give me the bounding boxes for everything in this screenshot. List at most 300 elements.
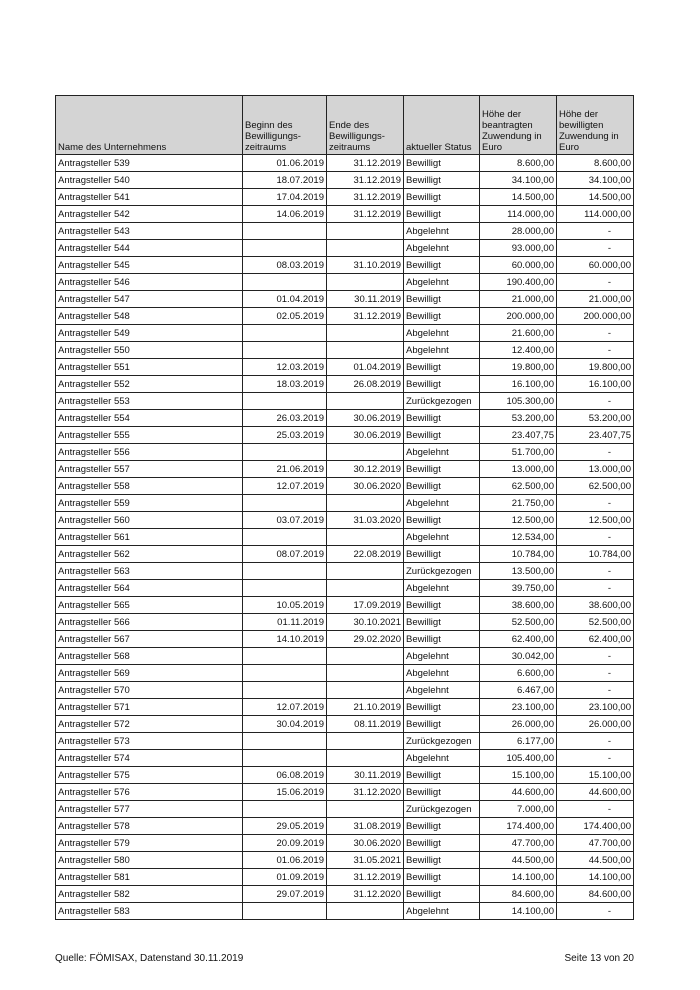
table-row <box>56 648 634 665</box>
table-row <box>56 801 634 818</box>
cell-period-end: 30.06.2020 <box>327 835 404 852</box>
cell-requested-amount: 38.600,00 <box>480 597 557 614</box>
cell-requested-amount: 8.600,00 <box>480 155 557 172</box>
table-row <box>56 784 634 801</box>
cell-company-name: Antragsteller 575 <box>56 767 243 784</box>
cell-requested-amount: 21.600,00 <box>480 325 557 342</box>
cell-period-end: 31.12.2019 <box>327 172 404 189</box>
cell-approved-amount: 60.000,00 <box>557 257 634 274</box>
cell-requested-amount: 53.200,00 <box>480 410 557 427</box>
cell-company-name: Antragsteller 571 <box>56 699 243 716</box>
cell-period-end: 31.03.2020 <box>327 512 404 529</box>
cell-requested-amount: 174.400,00 <box>480 818 557 835</box>
cell-status: Bewilligt <box>404 461 480 478</box>
cell-period-end: 31.08.2019 <box>327 818 404 835</box>
cell-status: Bewilligt <box>404 359 480 376</box>
cell-requested-amount: 13.000,00 <box>480 461 557 478</box>
cell-period-end <box>327 342 404 359</box>
cell-approved-amount: 200.000,00 <box>557 308 634 325</box>
cell-period-begin <box>243 274 327 291</box>
cell-requested-amount: 6.600,00 <box>480 665 557 682</box>
cell-requested-amount: 114.000,00 <box>480 206 557 223</box>
cell-period-begin <box>243 563 327 580</box>
cell-requested-amount: 23.407,75 <box>480 427 557 444</box>
cell-status: Abgelehnt <box>404 223 480 240</box>
cell-status: Abgelehnt <box>404 665 480 682</box>
cell-approved-amount: - <box>557 580 634 597</box>
table-row <box>56 410 634 427</box>
cell-approved-amount: 13.000,00 <box>557 461 634 478</box>
cell-status: Bewilligt <box>404 206 480 223</box>
cell-company-name: Antragsteller 545 <box>56 257 243 274</box>
cell-company-name: Antragsteller 554 <box>56 410 243 427</box>
cell-period-end <box>327 682 404 699</box>
cell-approved-amount: 84.600,00 <box>557 886 634 903</box>
cell-requested-amount: 62.400,00 <box>480 631 557 648</box>
cell-period-end: 30.11.2019 <box>327 767 404 784</box>
cell-period-end: 31.12.2020 <box>327 784 404 801</box>
table-row <box>56 631 634 648</box>
cell-period-begin: 10.05.2019 <box>243 597 327 614</box>
cell-company-name: Antragsteller 559 <box>56 495 243 512</box>
table-row <box>56 563 634 580</box>
cell-requested-amount: 15.100,00 <box>480 767 557 784</box>
cell-status: Bewilligt <box>404 818 480 835</box>
cell-requested-amount: 16.100,00 <box>480 376 557 393</box>
cell-period-end <box>327 223 404 240</box>
cell-period-end: 22.08.2019 <box>327 546 404 563</box>
cell-approved-amount: - <box>557 240 634 257</box>
table-row <box>56 376 634 393</box>
cell-company-name: Antragsteller 581 <box>56 869 243 886</box>
table-row <box>56 512 634 529</box>
cell-requested-amount: 44.600,00 <box>480 784 557 801</box>
cell-company-name: Antragsteller 572 <box>56 716 243 733</box>
cell-status: Bewilligt <box>404 835 480 852</box>
cell-requested-amount: 19.800,00 <box>480 359 557 376</box>
cell-period-begin: 12.07.2019 <box>243 699 327 716</box>
cell-approved-amount: 19.800,00 <box>557 359 634 376</box>
cell-company-name: Antragsteller 563 <box>56 563 243 580</box>
cell-period-begin <box>243 495 327 512</box>
cell-requested-amount: 6.467,00 <box>480 682 557 699</box>
source-note: Quelle: FÖMISAX, Datenstand 30.11.2019 <box>55 953 244 964</box>
cell-status: Bewilligt <box>404 767 480 784</box>
cell-period-begin: 06.08.2019 <box>243 767 327 784</box>
cell-period-end: 31.12.2020 <box>327 886 404 903</box>
cell-approved-amount: 62.400,00 <box>557 631 634 648</box>
cell-period-begin: 01.09.2019 <box>243 869 327 886</box>
cell-company-name: Antragsteller 552 <box>56 376 243 393</box>
cell-status: Bewilligt <box>404 716 480 733</box>
cell-requested-amount: 14.100,00 <box>480 903 557 920</box>
cell-company-name: Antragsteller 550 <box>56 342 243 359</box>
cell-period-end: 31.05.2021 <box>327 852 404 869</box>
cell-requested-amount: 14.500,00 <box>480 189 557 206</box>
cell-period-end <box>327 580 404 597</box>
cell-approved-amount: 15.100,00 <box>557 767 634 784</box>
table-row <box>56 359 634 376</box>
cell-period-begin <box>243 444 327 461</box>
cell-approved-amount: - <box>557 733 634 750</box>
cell-period-begin: 26.03.2019 <box>243 410 327 427</box>
cell-status: Abgelehnt <box>404 240 480 257</box>
cell-period-begin: 14.06.2019 <box>243 206 327 223</box>
cell-approved-amount: - <box>557 665 634 682</box>
cell-company-name: Antragsteller 542 <box>56 206 243 223</box>
cell-company-name: Antragsteller 580 <box>56 852 243 869</box>
table-row <box>56 529 634 546</box>
cell-approved-amount: - <box>557 529 634 546</box>
cell-period-begin <box>243 240 327 257</box>
table-row <box>56 274 634 291</box>
cell-period-end <box>327 393 404 410</box>
cell-period-end: 31.12.2019 <box>327 206 404 223</box>
table-row <box>56 393 634 410</box>
cell-requested-amount: 105.400,00 <box>480 750 557 767</box>
cell-status: Abgelehnt <box>404 342 480 359</box>
table-row <box>56 172 634 189</box>
cell-status: Abgelehnt <box>404 682 480 699</box>
table-row <box>56 869 634 886</box>
cell-company-name: Antragsteller 562 <box>56 546 243 563</box>
cell-status: Bewilligt <box>404 410 480 427</box>
cell-approved-amount: - <box>557 223 634 240</box>
cell-approved-amount: 44.600,00 <box>557 784 634 801</box>
cell-requested-amount: 23.100,00 <box>480 699 557 716</box>
table-row <box>56 291 634 308</box>
cell-period-end: 21.10.2019 <box>327 699 404 716</box>
cell-company-name: Antragsteller 582 <box>56 886 243 903</box>
cell-period-end: 31.12.2019 <box>327 189 404 206</box>
cell-period-end: 01.04.2019 <box>327 359 404 376</box>
cell-company-name: Antragsteller 551 <box>56 359 243 376</box>
cell-company-name: Antragsteller 567 <box>56 631 243 648</box>
cell-period-begin: 29.05.2019 <box>243 818 327 835</box>
cell-requested-amount: 6.177,00 <box>480 733 557 750</box>
cell-period-begin: 17.04.2019 <box>243 189 327 206</box>
cell-approved-amount: 114.000,00 <box>557 206 634 223</box>
cell-status: Abgelehnt <box>404 495 480 512</box>
cell-approved-amount: - <box>557 325 634 342</box>
cell-requested-amount: 51.700,00 <box>480 444 557 461</box>
cell-company-name: Antragsteller 546 <box>56 274 243 291</box>
cell-period-end <box>327 529 404 546</box>
cell-status: Bewilligt <box>404 427 480 444</box>
cell-approved-amount: 52.500,00 <box>557 614 634 631</box>
cell-status: Bewilligt <box>404 699 480 716</box>
table-row <box>56 189 634 206</box>
cell-approved-amount: - <box>557 495 634 512</box>
cell-period-begin <box>243 393 327 410</box>
cell-approved-amount: - <box>557 648 634 665</box>
table-row <box>56 546 634 563</box>
cell-approved-amount: 174.400,00 <box>557 818 634 835</box>
cell-period-begin <box>243 903 327 920</box>
table-row <box>56 206 634 223</box>
cell-company-name: Antragsteller 566 <box>56 614 243 631</box>
cell-requested-amount: 60.000,00 <box>480 257 557 274</box>
cell-requested-amount: 21.750,00 <box>480 495 557 512</box>
cell-approved-amount: - <box>557 750 634 767</box>
table-row <box>56 818 634 835</box>
table-body <box>56 155 634 920</box>
cell-approved-amount: 34.100,00 <box>557 172 634 189</box>
header-period-end: Ende des Bewilligungs-zeitraums <box>327 96 404 155</box>
table-row <box>56 614 634 631</box>
cell-period-end: 31.12.2019 <box>327 155 404 172</box>
cell-period-end: 31.12.2019 <box>327 869 404 886</box>
table-row <box>56 886 634 903</box>
cell-period-end <box>327 733 404 750</box>
table-row <box>56 257 634 274</box>
cell-status: Bewilligt <box>404 478 480 495</box>
cell-approved-amount: - <box>557 274 634 291</box>
table-row <box>56 223 634 240</box>
cell-requested-amount: 28.000,00 <box>480 223 557 240</box>
cell-period-end: 31.12.2019 <box>327 308 404 325</box>
cell-approved-amount: - <box>557 563 634 580</box>
cell-period-begin: 14.10.2019 <box>243 631 327 648</box>
cell-requested-amount: 12.400,00 <box>480 342 557 359</box>
cell-requested-amount: 47.700,00 <box>480 835 557 852</box>
cell-requested-amount: 12.534,00 <box>480 529 557 546</box>
cell-company-name: Antragsteller 555 <box>56 427 243 444</box>
cell-period-end: 08.11.2019 <box>327 716 404 733</box>
cell-period-end: 30.06.2020 <box>327 478 404 495</box>
table-row <box>56 580 634 597</box>
table-row <box>56 665 634 682</box>
cell-period-begin: 30.04.2019 <box>243 716 327 733</box>
cell-status: Bewilligt <box>404 376 480 393</box>
cell-period-end <box>327 495 404 512</box>
cell-status: Bewilligt <box>404 257 480 274</box>
cell-status: Zurückgezogen <box>404 733 480 750</box>
table-row <box>56 240 634 257</box>
cell-status: Bewilligt <box>404 886 480 903</box>
cell-approved-amount: 62.500,00 <box>557 478 634 495</box>
cell-period-begin: 25.03.2019 <box>243 427 327 444</box>
cell-period-begin <box>243 750 327 767</box>
cell-company-name: Antragsteller 565 <box>56 597 243 614</box>
cell-approved-amount: 8.600,00 <box>557 155 634 172</box>
cell-period-begin <box>243 580 327 597</box>
cell-period-end: 30.10.2021 <box>327 614 404 631</box>
cell-company-name: Antragsteller 574 <box>56 750 243 767</box>
cell-company-name: Antragsteller 576 <box>56 784 243 801</box>
table-row <box>56 478 634 495</box>
cell-period-begin: 15.06.2019 <box>243 784 327 801</box>
cell-period-begin: 08.07.2019 <box>243 546 327 563</box>
cell-status: Abgelehnt <box>404 750 480 767</box>
cell-approved-amount: - <box>557 342 634 359</box>
cell-company-name: Antragsteller 577 <box>56 801 243 818</box>
cell-period-end <box>327 665 404 682</box>
cell-period-begin: 20.09.2019 <box>243 835 327 852</box>
cell-period-end: 29.02.2020 <box>327 631 404 648</box>
cell-period-end <box>327 750 404 767</box>
table-row <box>56 903 634 920</box>
table-row <box>56 444 634 461</box>
cell-period-end: 30.06.2019 <box>327 427 404 444</box>
header-company-name: Name des Unternehmens <box>56 96 243 155</box>
cell-period-begin: 01.06.2019 <box>243 155 327 172</box>
cell-period-end: 30.12.2019 <box>327 461 404 478</box>
cell-approved-amount: 38.600,00 <box>557 597 634 614</box>
table-row <box>56 767 634 784</box>
page-number: Seite 13 von 20 <box>564 953 634 964</box>
cell-status: Bewilligt <box>404 852 480 869</box>
cell-company-name: Antragsteller 540 <box>56 172 243 189</box>
cell-approved-amount: 23.100,00 <box>557 699 634 716</box>
cell-requested-amount: 13.500,00 <box>480 563 557 580</box>
cell-status: Bewilligt <box>404 291 480 308</box>
cell-period-begin: 01.11.2019 <box>243 614 327 631</box>
cell-approved-amount: 47.700,00 <box>557 835 634 852</box>
cell-requested-amount: 34.100,00 <box>480 172 557 189</box>
cell-company-name: Antragsteller 573 <box>56 733 243 750</box>
table-row <box>56 461 634 478</box>
cell-period-begin <box>243 801 327 818</box>
cell-period-begin: 01.06.2019 <box>243 852 327 869</box>
cell-period-begin <box>243 529 327 546</box>
cell-company-name: Antragsteller 549 <box>56 325 243 342</box>
cell-status: Bewilligt <box>404 512 480 529</box>
table-row <box>56 852 634 869</box>
cell-approved-amount: - <box>557 801 634 818</box>
cell-period-end <box>327 801 404 818</box>
cell-period-end: 26.08.2019 <box>327 376 404 393</box>
cell-requested-amount: 26.000,00 <box>480 716 557 733</box>
table-row <box>56 682 634 699</box>
cell-status: Bewilligt <box>404 172 480 189</box>
cell-requested-amount: 84.600,00 <box>480 886 557 903</box>
cell-requested-amount: 12.500,00 <box>480 512 557 529</box>
table-row <box>56 699 634 716</box>
cell-period-end <box>327 325 404 342</box>
table-header-row <box>56 96 634 155</box>
cell-requested-amount: 10.784,00 <box>480 546 557 563</box>
cell-company-name: Antragsteller 583 <box>56 903 243 920</box>
cell-company-name: Antragsteller 548 <box>56 308 243 325</box>
cell-period-end <box>327 903 404 920</box>
cell-requested-amount: 93.000,00 <box>480 240 557 257</box>
cell-approved-amount: 14.500,00 <box>557 189 634 206</box>
cell-status: Abgelehnt <box>404 903 480 920</box>
cell-period-end: 17.09.2019 <box>327 597 404 614</box>
table-row <box>56 750 634 767</box>
cell-company-name: Antragsteller 556 <box>56 444 243 461</box>
cell-company-name: Antragsteller 553 <box>56 393 243 410</box>
header-requested-amount: Höhe der beantragten Zuwendung in Euro <box>480 96 557 155</box>
cell-period-end: 30.11.2019 <box>327 291 404 308</box>
cell-company-name: Antragsteller 578 <box>56 818 243 835</box>
table-row <box>56 325 634 342</box>
cell-company-name: Antragsteller 558 <box>56 478 243 495</box>
cell-company-name: Antragsteller 579 <box>56 835 243 852</box>
cell-requested-amount: 62.500,00 <box>480 478 557 495</box>
grants-table <box>55 95 634 920</box>
cell-period-begin: 18.07.2019 <box>243 172 327 189</box>
cell-company-name: Antragsteller 568 <box>56 648 243 665</box>
cell-period-begin: 08.03.2019 <box>243 257 327 274</box>
cell-status: Zurückgezogen <box>404 801 480 818</box>
header-status: aktueller Status <box>404 96 480 155</box>
cell-requested-amount: 52.500,00 <box>480 614 557 631</box>
table-row <box>56 308 634 325</box>
cell-period-begin <box>243 325 327 342</box>
cell-status: Bewilligt <box>404 597 480 614</box>
cell-period-begin <box>243 342 327 359</box>
cell-approved-amount: 14.100,00 <box>557 869 634 886</box>
cell-requested-amount: 44.500,00 <box>480 852 557 869</box>
cell-status: Zurückgezogen <box>404 393 480 410</box>
table-row <box>56 495 634 512</box>
cell-period-begin: 29.07.2019 <box>243 886 327 903</box>
cell-company-name: Antragsteller 560 <box>56 512 243 529</box>
cell-status: Abgelehnt <box>404 325 480 342</box>
cell-status: Abgelehnt <box>404 648 480 665</box>
cell-status: Bewilligt <box>404 784 480 801</box>
cell-status: Bewilligt <box>404 308 480 325</box>
cell-requested-amount: 200.000,00 <box>480 308 557 325</box>
cell-status: Bewilligt <box>404 614 480 631</box>
cell-status: Abgelehnt <box>404 529 480 546</box>
cell-period-begin: 18.03.2019 <box>243 376 327 393</box>
cell-requested-amount: 21.000,00 <box>480 291 557 308</box>
cell-period-begin <box>243 648 327 665</box>
cell-requested-amount: 30.042,00 <box>480 648 557 665</box>
table-row <box>56 597 634 614</box>
cell-period-end: 31.10.2019 <box>327 257 404 274</box>
cell-period-begin: 12.07.2019 <box>243 478 327 495</box>
cell-status: Bewilligt <box>404 155 480 172</box>
cell-approved-amount: 53.200,00 <box>557 410 634 427</box>
cell-approved-amount: 16.100,00 <box>557 376 634 393</box>
cell-period-begin <box>243 682 327 699</box>
cell-requested-amount: 39.750,00 <box>480 580 557 597</box>
header-period-begin: Beginn des Bewilligungs-zeitraums <box>243 96 327 155</box>
table-row <box>56 835 634 852</box>
cell-period-begin: 03.07.2019 <box>243 512 327 529</box>
cell-period-end: 30.06.2019 <box>327 410 404 427</box>
cell-company-name: Antragsteller 564 <box>56 580 243 597</box>
cell-status: Bewilligt <box>404 546 480 563</box>
table-row <box>56 427 634 444</box>
table-row <box>56 155 634 172</box>
cell-approved-amount: - <box>557 903 634 920</box>
table-row <box>56 733 634 750</box>
cell-requested-amount: 105.300,00 <box>480 393 557 410</box>
cell-period-begin <box>243 665 327 682</box>
cell-period-begin: 12.03.2019 <box>243 359 327 376</box>
cell-period-begin <box>243 733 327 750</box>
cell-requested-amount: 14.100,00 <box>480 869 557 886</box>
cell-company-name: Antragsteller 570 <box>56 682 243 699</box>
cell-status: Abgelehnt <box>404 444 480 461</box>
cell-approved-amount: 10.784,00 <box>557 546 634 563</box>
cell-approved-amount: - <box>557 444 634 461</box>
cell-company-name: Antragsteller 539 <box>56 155 243 172</box>
cell-company-name: Antragsteller 541 <box>56 189 243 206</box>
cell-status: Abgelehnt <box>404 274 480 291</box>
cell-status: Bewilligt <box>404 869 480 886</box>
cell-period-begin: 01.04.2019 <box>243 291 327 308</box>
cell-company-name: Antragsteller 569 <box>56 665 243 682</box>
cell-period-begin: 21.06.2019 <box>243 461 327 478</box>
cell-period-begin: 02.05.2019 <box>243 308 327 325</box>
cell-company-name: Antragsteller 543 <box>56 223 243 240</box>
